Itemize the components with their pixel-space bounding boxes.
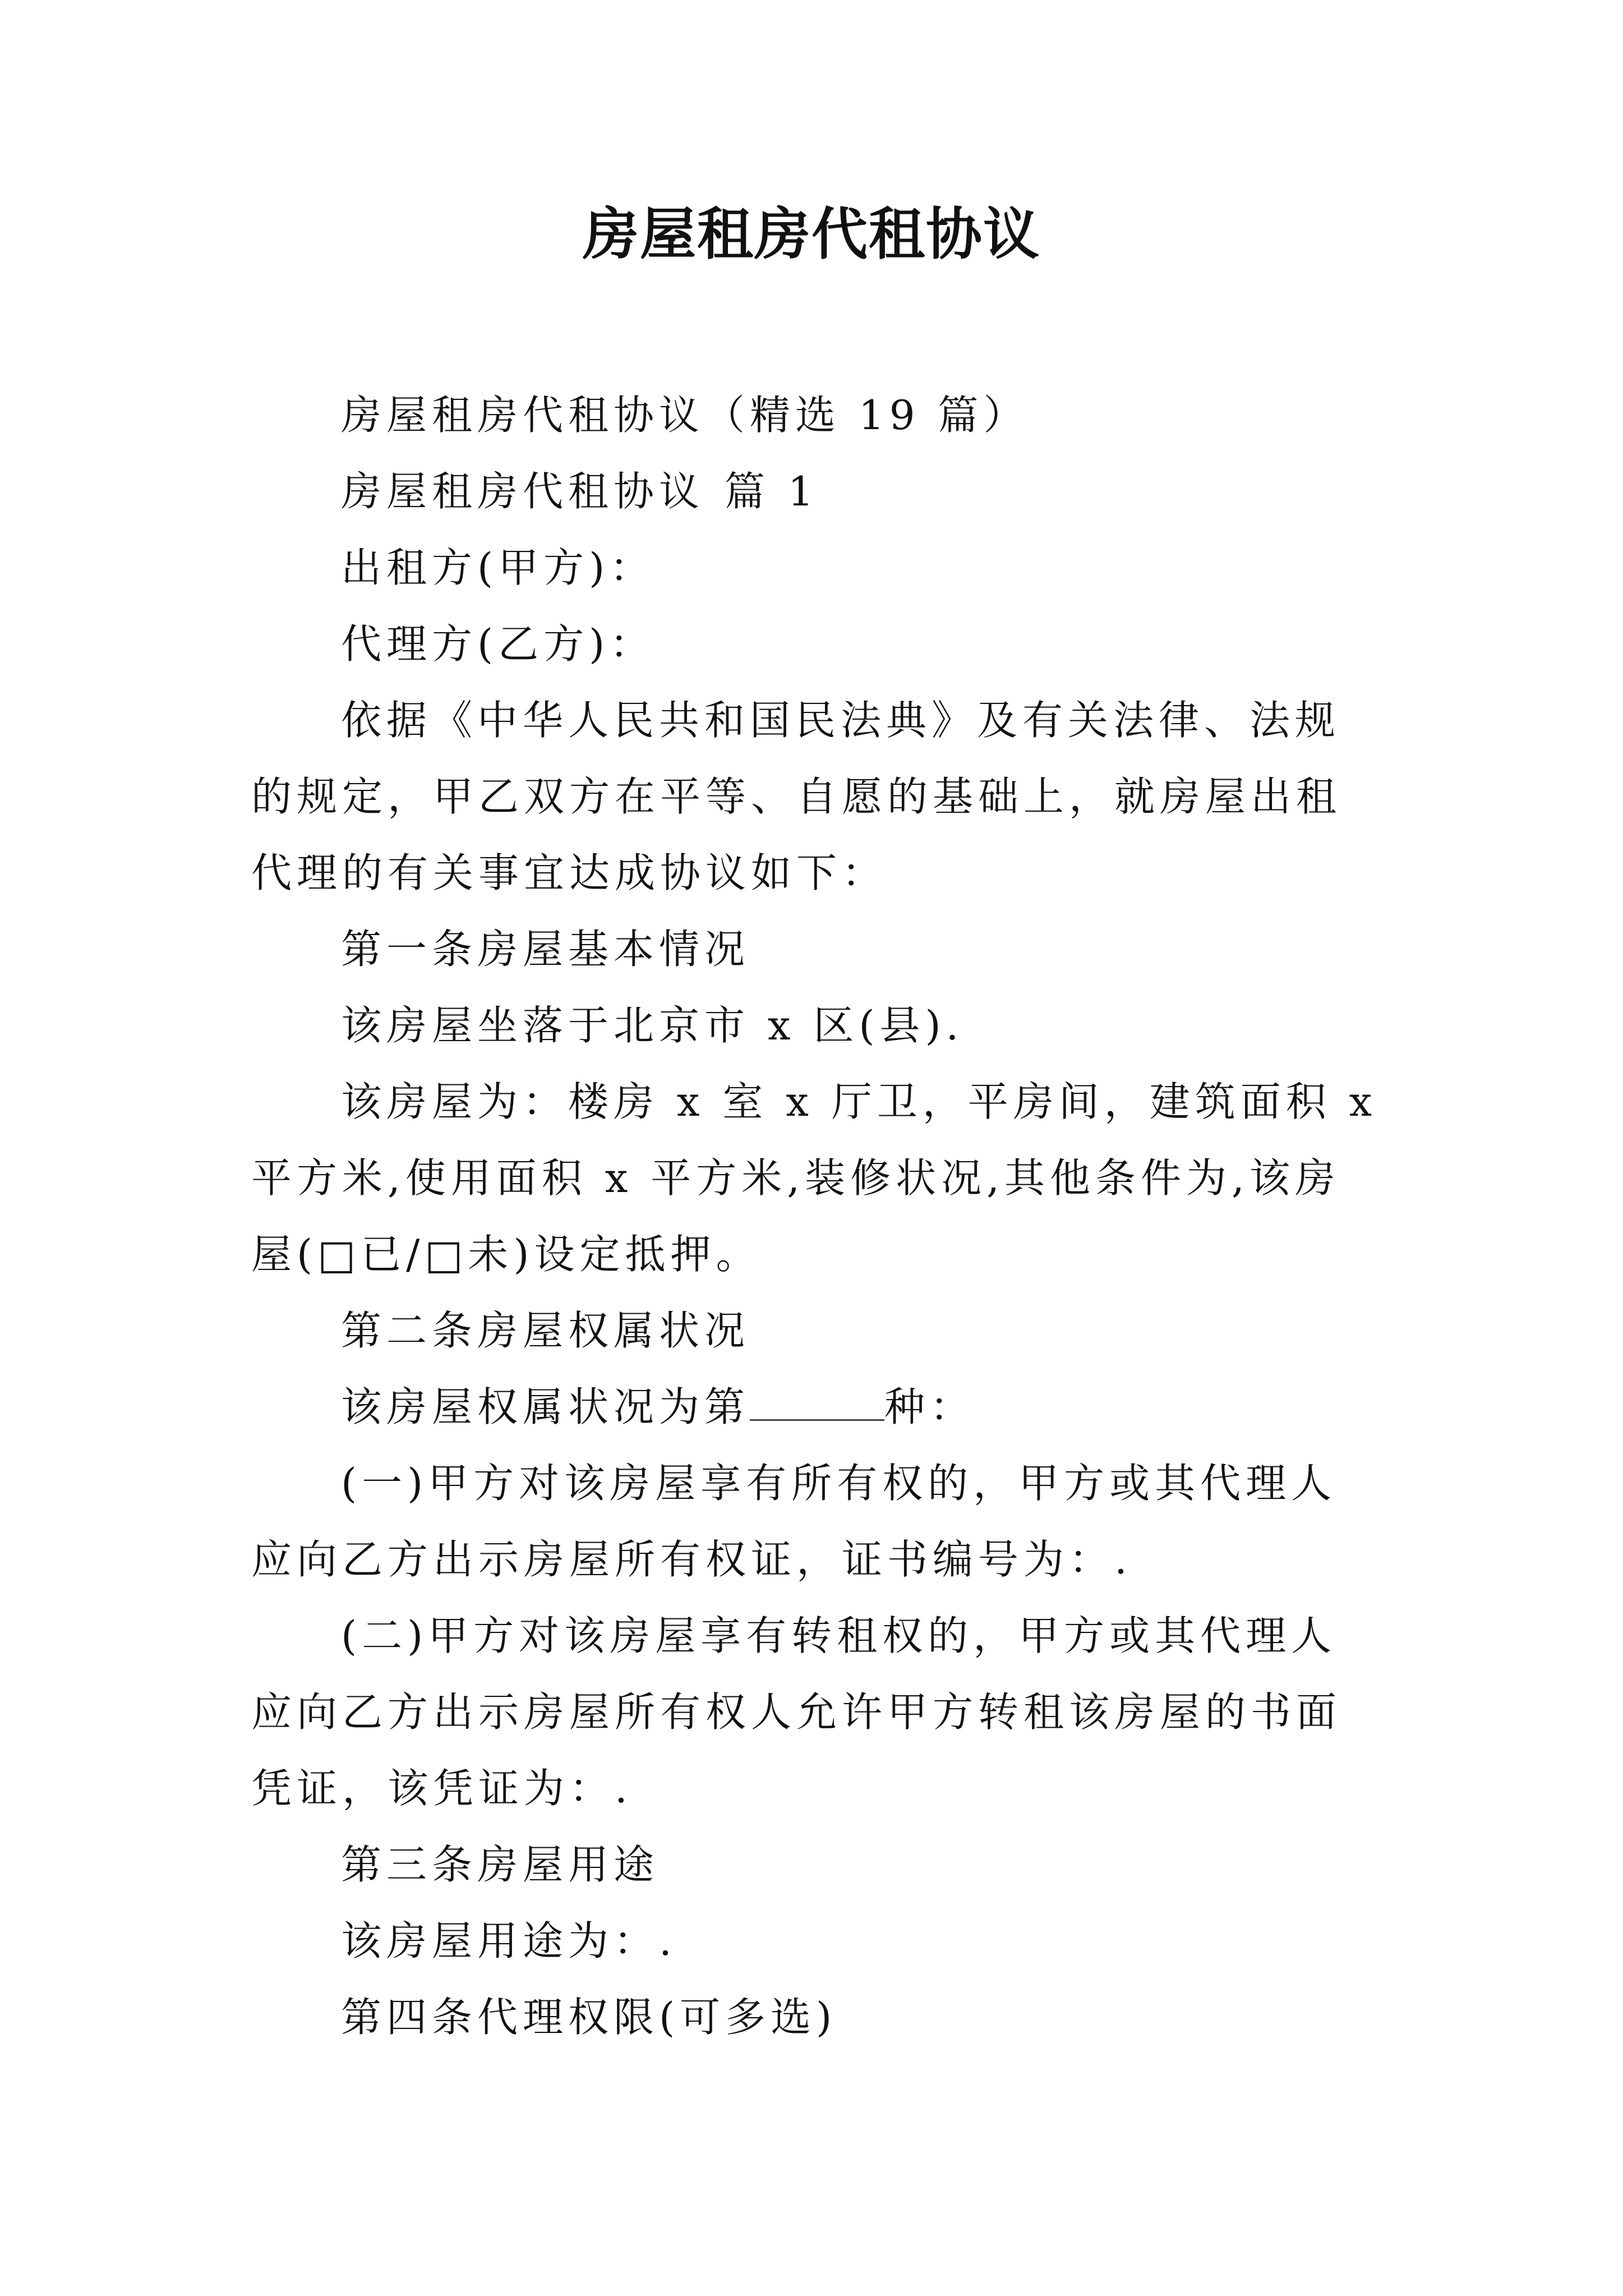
- paragraph-legal-basis: 依据《中华人民共和国民法典》及有关法律、法规的规定，甲乙双方在平等、自愿的基础上，就房屋出租代理的有关事宜达成协议如下：: [251, 697, 1342, 896]
- section-title: 房屋租房代租协议: [341, 468, 705, 515]
- section-number: 篇 1: [725, 468, 819, 515]
- ownership-type-text: 该房屋权属状况为第: [341, 1383, 750, 1430]
- paragraph-article-3-heading: 第三条房屋用途: [341, 1841, 660, 1888]
- paragraph-lessor: 出租方(甲方)：: [341, 544, 656, 591]
- fill-in-blank: [750, 1386, 884, 1421]
- paragraph-location: 该房屋坐落于北京市 x 区(县).: [341, 1002, 964, 1049]
- document-title: 房屋租房代租协议: [583, 201, 1040, 267]
- paragraph-ownership-one: (一)甲方对该房屋享有所有权的，甲方或其代理人应向乙方出示房屋所有权证，证书编号为：.: [251, 1460, 1337, 1583]
- ownership-type-suffix: 种：: [884, 1383, 976, 1430]
- paragraph-house-usage: 该房屋用途为：.: [341, 1917, 677, 1964]
- paragraph-ownership-type: [251, 1369, 1378, 1445]
- document-body: [251, 377, 1378, 2055]
- paragraph-agent: 代理方(乙方)：: [341, 620, 656, 668]
- paragraph-article-4-heading: 第四条代理权限(可多选): [341, 1994, 837, 2041]
- paragraph-article-1-heading: 第一条房屋基本情况: [341, 926, 750, 973]
- paragraph-section-heading: [251, 453, 1378, 530]
- paragraph-article-2-heading: 第二条房屋权属状况: [341, 1307, 750, 1354]
- paragraph-collection-title: 房屋租房代租协议（精选 19 篇）: [341, 392, 1029, 439]
- paragraph-house-details: 该房屋为：楼房 x 室 x 厅卫，平房间，建筑面积 x 平方米,使用面积 x 平方米,装修状况,其他条件为,该房屋(□已/□未)设定抵押。: [251, 1078, 1377, 1278]
- paragraph-ownership-two: (二)甲方对该房屋享有转租权的，甲方或其代理人应向乙方出示房屋所有权人允许甲方转租该房屋的书面凭证，该凭证为：.: [251, 1612, 1342, 1812]
